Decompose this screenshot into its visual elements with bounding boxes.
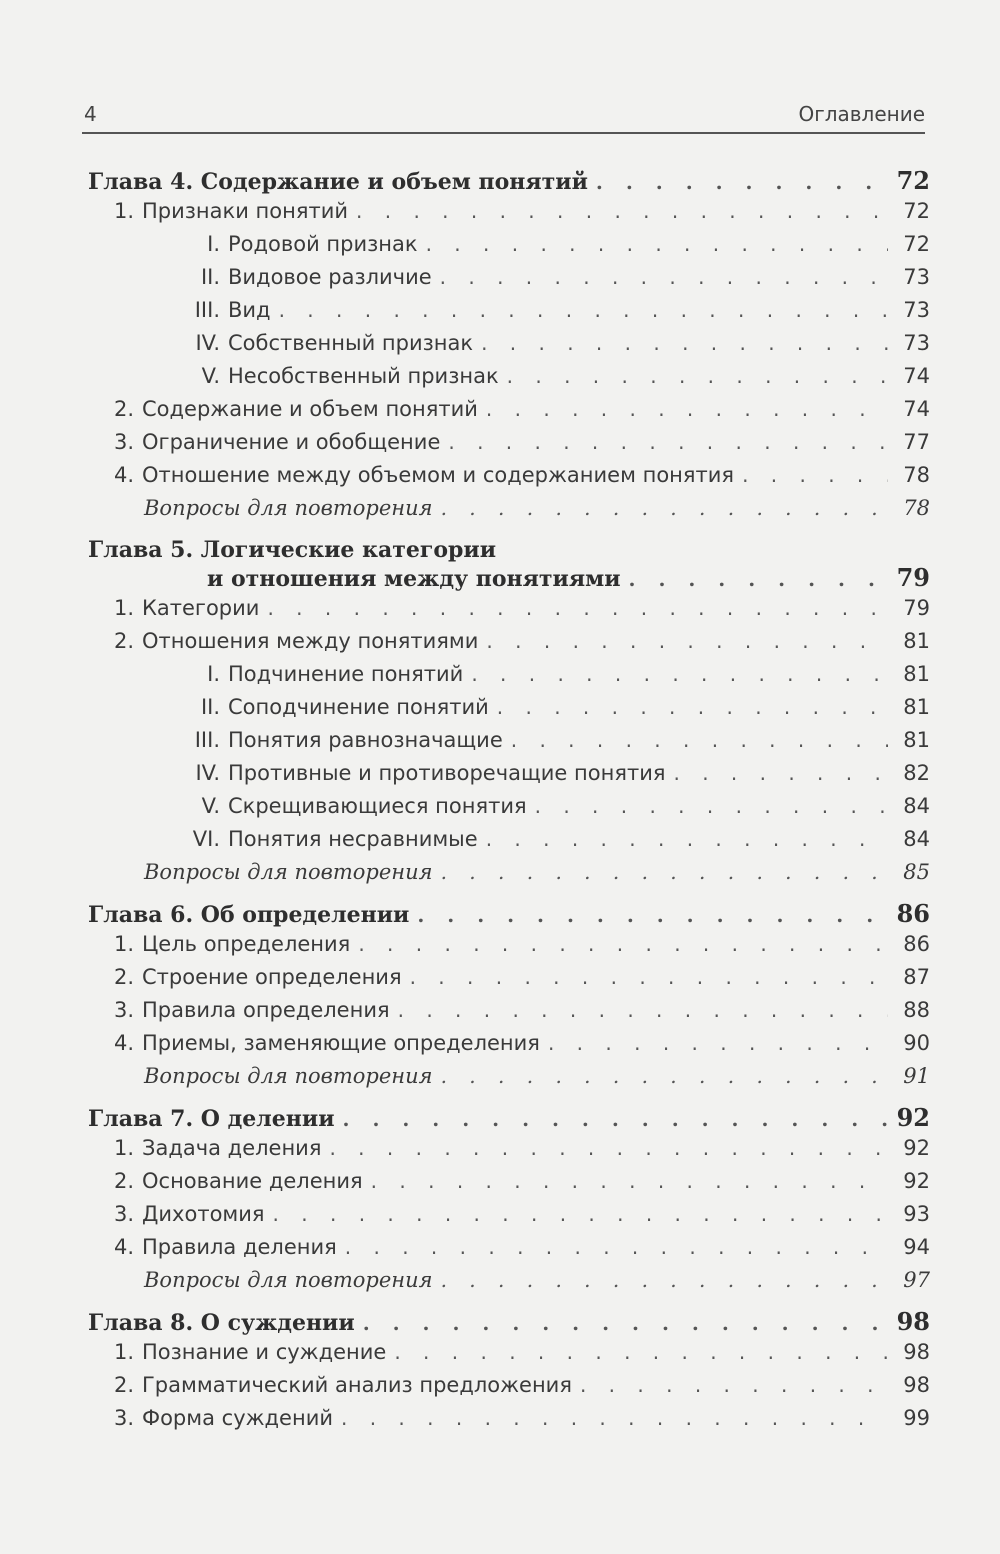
dot-leader [329,1136,888,1160]
entry-label [114,1235,337,1259]
page-ref: 78 [903,496,930,520]
toc-section[interactable] [88,1235,930,1268]
dot-leader [596,170,888,194]
toc-section[interactable] [88,1373,930,1406]
section-title: Основание деления [142,1169,363,1193]
subsection-title: Собственный признак [228,331,474,355]
page-ref: 77 [903,430,930,454]
toc-sub[interactable] [88,265,930,298]
page-ref: 99 [903,1406,930,1430]
toc-section[interactable] [88,596,930,629]
toc-section[interactable] [88,1031,930,1064]
entry-label [88,695,489,719]
entry-label [114,1136,321,1160]
toc-sub[interactable] [88,364,930,397]
toc-sub[interactable] [88,298,930,331]
roman-numeral: I. [207,232,220,256]
page-ref: 86 [896,899,930,928]
entry-label [114,932,350,956]
page-ref: 79 [896,563,930,592]
dot-leader [548,1031,888,1055]
toc-questions[interactable] [88,1268,930,1301]
dot-leader [441,860,888,884]
section-title: Строение определения [142,965,402,989]
page-ref: 84 [903,794,930,818]
dot-leader [441,1064,888,1088]
toc-section[interactable] [88,1202,930,1235]
section-title: Ограничение и обобщение [142,430,441,454]
section-title: Грамматический анализ предложения [142,1373,572,1397]
toc-questions[interactable] [88,496,930,529]
section-number: 4. [114,1031,135,1055]
entry-label [88,794,527,818]
section-title: Дихотомия [142,1202,265,1226]
section-title: Отношения между понятиями [142,629,479,653]
subsection-title: Противные и противоречащие понятия [228,761,666,785]
entry-label: Глава 4. Содержание и объем понятий [88,169,588,195]
section-title: Задача деления [142,1136,322,1160]
entry-label [114,1031,540,1055]
section-title: Цель определения [142,932,351,956]
entry-label [88,265,432,289]
page-ref: 98 [903,1340,930,1364]
page-ref: 92 [903,1169,930,1193]
toc-section[interactable] [88,965,930,998]
entry-label [114,1340,386,1364]
toc-sub[interactable] [88,695,930,728]
subsection-title: Понятия несравнимые [228,827,478,851]
subsection-title: Родовой признак [228,232,418,256]
dot-leader [371,1169,888,1193]
section-number: 1. [114,199,135,223]
section-number: 1. [114,932,135,956]
toc-section[interactable] [88,1136,930,1169]
dot-leader [341,1406,888,1430]
roman-numeral: III. [194,728,220,752]
dot-leader [363,1311,888,1335]
page-ref: 81 [903,629,930,653]
entry-label [114,397,478,421]
dot-leader [673,761,888,785]
roman-numeral: IV. [195,761,220,785]
section-title: Приемы, заменяющие определения [142,1031,540,1055]
entry-label [114,629,478,653]
entry-label [88,364,499,388]
subsection-title: Скрещивающиеся понятия [228,794,527,818]
section-number: 3. [114,1202,135,1226]
section-number: 2. [114,965,135,989]
section-number: 2. [114,1169,135,1193]
toc-sub[interactable] [88,761,930,794]
chapter-title-cont: и отношения между понятиями [207,566,621,592]
page-ref: 74 [903,364,930,388]
page-ref: 84 [903,827,930,851]
page-ref: 74 [903,397,930,421]
page-ref: 92 [903,1136,930,1160]
toc-section[interactable] [88,1406,930,1439]
page-ref: 86 [903,932,930,956]
entry-label [88,728,503,752]
page-ref: 72 [903,199,930,223]
subsection-title: Видовое различие [228,265,432,289]
entry-label: Вопросы для повторения [144,496,433,520]
toc-section[interactable] [88,932,930,965]
entry-label [88,662,463,686]
page-ref: 81 [903,695,930,719]
dot-leader [511,728,888,752]
roman-numeral: VI. [192,827,220,851]
toc-questions[interactable] [88,1064,930,1097]
entry-label [88,298,271,322]
toc-sub[interactable] [88,331,930,364]
entry-label [114,1406,333,1430]
section-number: 4. [114,463,135,487]
subsection-title: Подчинение понятий [228,662,464,686]
entry-label: Вопросы для повторения [144,860,433,884]
running-title: Оглавление [798,102,925,126]
entry-label: Вопросы для повторения [144,1064,433,1088]
dot-leader [440,265,888,289]
dot-leader [448,430,888,454]
page-ref: 97 [903,1268,930,1292]
page-ref: 78 [903,463,930,487]
page-ref: 79 [903,596,930,620]
page-number: 4 [84,102,97,126]
section-number: 2. [114,629,135,653]
page-ref: 73 [903,331,930,355]
running-head [82,100,925,134]
section-title: Признаки понятий [142,199,349,223]
page-ref: 88 [903,998,930,1022]
section-title: Содержание и объем понятий [142,397,478,421]
entry-label [114,199,348,223]
subsection-title: Вид [228,298,271,322]
toc-section[interactable] [88,998,930,1031]
page-ref: 90 [903,1031,930,1055]
dot-leader [410,965,888,989]
toc-sub[interactable] [88,827,930,860]
chapter-title: Глава 5. Логические категории [88,537,497,563]
dot-leader [580,1373,888,1397]
dot-leader [417,903,888,927]
section-number: 3. [114,1406,135,1430]
page-ref: 82 [903,761,930,785]
entry-label [88,331,473,355]
toc-section[interactable] [88,199,930,232]
dot-leader [273,1202,888,1226]
page-ref: 85 [903,860,930,884]
roman-numeral: III. [194,298,220,322]
dot-leader [497,695,888,719]
entry-label [114,965,402,989]
entry-label: Глава 8. О суждении [88,1310,355,1336]
toc-chapter[interactable] [88,1103,930,1136]
toc-sub[interactable] [88,794,930,827]
page-ref: 72 [903,232,930,256]
page-ref: 92 [896,1103,930,1132]
dot-leader [356,199,888,223]
entry-label [88,232,418,256]
dot-leader [441,1268,888,1292]
roman-numeral: V. [201,364,220,388]
dot-leader [486,827,888,851]
section-number: 3. [114,998,135,1022]
section-number: 1. [114,1340,135,1364]
toc-section[interactable] [88,463,930,496]
dot-leader [345,1235,888,1259]
section-number: 3. [114,430,135,454]
roman-numeral: II. [200,695,220,719]
entry-label [114,1202,265,1226]
page-ref: 72 [896,166,930,195]
dot-leader [441,496,888,520]
section-number: 2. [114,397,135,421]
dot-leader [507,364,888,388]
page-ref: 81 [903,662,930,686]
subsection-title: Соподчинение понятий [228,695,489,719]
toc-section[interactable] [88,430,930,463]
entry-label [114,1373,572,1397]
entry-label: Вопросы для повторения [144,1268,433,1292]
dot-leader [629,567,888,591]
entry-label [114,463,734,487]
dot-leader [426,232,888,256]
dot-leader [267,596,888,620]
toc-section[interactable] [88,397,930,430]
toc-chapter[interactable] [88,166,930,199]
entry-label [88,761,665,785]
section-number: 1. [114,1136,135,1160]
table-of-contents [88,166,930,1439]
page-ref: 94 [903,1235,930,1259]
subsection-title: Понятия равнозначащие [228,728,503,752]
section-title: Категории [142,596,260,620]
dot-leader [343,1107,888,1131]
toc-sub[interactable] [88,232,930,265]
entry-label [114,430,440,454]
toc-chapter[interactable] [88,899,930,932]
toc-section[interactable] [88,1340,930,1373]
section-title: Познание и суждение [142,1340,387,1364]
dot-leader [481,331,888,355]
toc-section[interactable] [88,1169,930,1202]
roman-numeral: I. [207,662,220,686]
page-ref: 93 [903,1202,930,1226]
subsection-title: Несобственный признак [228,364,499,388]
entry-label: Глава 6. Об определении [88,902,410,928]
page-ref: 73 [903,298,930,322]
page-ref: 81 [903,728,930,752]
dot-leader [486,397,888,421]
section-title: Правила определения [142,998,390,1022]
section-number: 2. [114,1373,135,1397]
section-number: 1. [114,596,135,620]
toc-sub[interactable] [88,662,930,695]
dot-leader [279,298,888,322]
entry-label [114,596,259,620]
section-title: Отношение между объемом и содержанием понятия [142,463,735,487]
page-ref: 73 [903,265,930,289]
toc-section[interactable] [88,629,930,662]
toc-chapter-line[interactable] [88,563,930,596]
dot-leader [535,794,888,818]
dot-leader [486,629,888,653]
page-ref: 91 [903,1064,930,1088]
toc-questions[interactable] [88,860,930,893]
entry-label [88,827,478,851]
dot-leader [358,932,888,956]
entry-label [114,998,390,1022]
toc-chapter[interactable] [88,1307,930,1340]
section-title: Правила деления [142,1235,337,1259]
section-number: 4. [114,1235,135,1259]
dot-leader [742,463,888,487]
page-ref: 87 [903,965,930,989]
toc-chapter-line[interactable] [88,537,930,563]
roman-numeral: V. [201,794,220,818]
roman-numeral: IV. [195,331,220,355]
dot-leader [398,998,888,1022]
section-title: Форма суждений [142,1406,333,1430]
page-ref: 98 [896,1307,930,1336]
dot-leader [394,1340,888,1364]
page-ref: 98 [903,1373,930,1397]
entry-label [114,1169,363,1193]
entry-label: Глава 7. О делении [88,1106,335,1132]
roman-numeral: II. [200,265,220,289]
toc-sub[interactable] [88,728,930,761]
dot-leader [471,662,888,686]
